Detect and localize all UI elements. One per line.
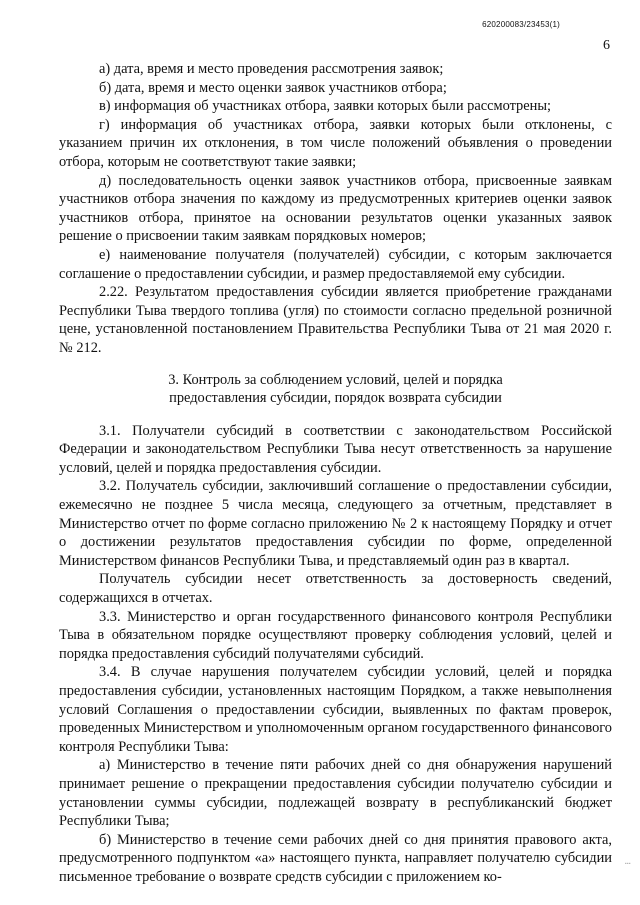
scan-margin-mark: ⁝ (623, 862, 632, 865)
paragraph: 3.4. В случае нарушения получателем субсидии условий, целей и порядка предоставления субсидии, установленных настоящим Порядком, а также невыполнения условий Соглашения о предоставлении субсидии, выявленных по фактам проверок, проведенных Министерством и уполномоченным органом государственного финансового контроля Республики Тыва: (59, 664, 612, 755)
paragraph-group-top (59, 60, 612, 358)
paragraph: г) информация об участниках отбора, заявки которых были отклонены, с указанием причин их отклонения, в том числе положений объявления о проведении отбора, которым не соответствуют такие заявки; (59, 116, 612, 170)
document-body (59, 60, 612, 887)
paragraph: в) информация об участниках отбора, заявки которых были рассмотрены; (99, 98, 552, 115)
paragraph: б) дата, время и место оценки заявок участников отбора; (99, 79, 447, 96)
paragraph: б) Министерство в течение семи рабочих дней со дня принятия правового акта, предусмотренного подпунктом «а» настоящего пункта, направляет получателю субсидии письменное требование о возврате средств субсидии с приложением ко- (59, 831, 612, 885)
paragraph: 3.3. Министерство и орган государственного финансового контроля Республики Тыва в обязательном порядке осуществляют проверку соблюдения условий, целей и порядка предоставления субсидий получателями субсидий. (59, 608, 612, 662)
paragraph: 3.2. Получатель субсидии, заключивший соглашение о предоставлении субсидии, ежемесячно не позднее 5 числа месяца, следующего за отчетным, представляет в Министерство отчет по форме согласно приложению № 2 к настоящему Порядку и отчет о достижении результатов предоставления субсидии по форме, определенной Министерством финансов Республики Тыва, и представляемый один раз в квартал. (59, 478, 612, 569)
paragraph: е) наименование получателя (получателей) субсидии, с которым заключается соглашение о предоставлении субсидии, и размер предоставляемой ему субсидии. (59, 246, 612, 282)
section-heading-line: предоставления субсидии, порядок возврата субсидии (169, 390, 502, 407)
paragraph: Получатель субсидии несет ответственность за достоверность сведений, содержащихся в отчетах. (59, 571, 612, 607)
paragraph: 2.22. Результатом предоставления субсидии является приобретение гражданами Республики Тыва твердого топлива (угля) по стоимости согласно предельной розничной цене, установленной постановлением Правительства Республики Тыва от 21 мая 2020 г. № 212. (59, 284, 612, 356)
paragraph: д) последовательность оценки заявок участников отбора, присвоенные заявкам участников отбора значения по каждому из предусмотренных критериев оценки заявок участников отбора, принятое на основании результатов оценки указанных заявок решение о присвоении таким заявкам порядковых номеров; (59, 172, 612, 245)
document-id: 620200083/23453(1) (482, 20, 560, 29)
section-heading (59, 371, 612, 408)
paragraph: а) дата, время и место проведения рассмотрения заявок; (99, 61, 444, 77)
paragraph: а) Министерство в течение пяти рабочих дней со дня обнаружения нарушений принимает решение о прекращении предоставления субсидии получателю субсидии и установлении суммы субсидии, подлежащей возврату в республиканский бюджет Республики Тыва; (59, 757, 612, 830)
paragraph: 3.1. Получатели субсидий в соответствии с законодательством Российской Федерации и законодательством Республики Тыва несут ответственность за нарушение условий, целей и порядка предоставления субсидии. (59, 422, 612, 476)
section-heading-line: 3. Контроль за соблюдением условий, целей и порядка (168, 371, 503, 388)
paragraph-group-bottom (59, 422, 612, 887)
page-number: 6 (603, 38, 610, 53)
